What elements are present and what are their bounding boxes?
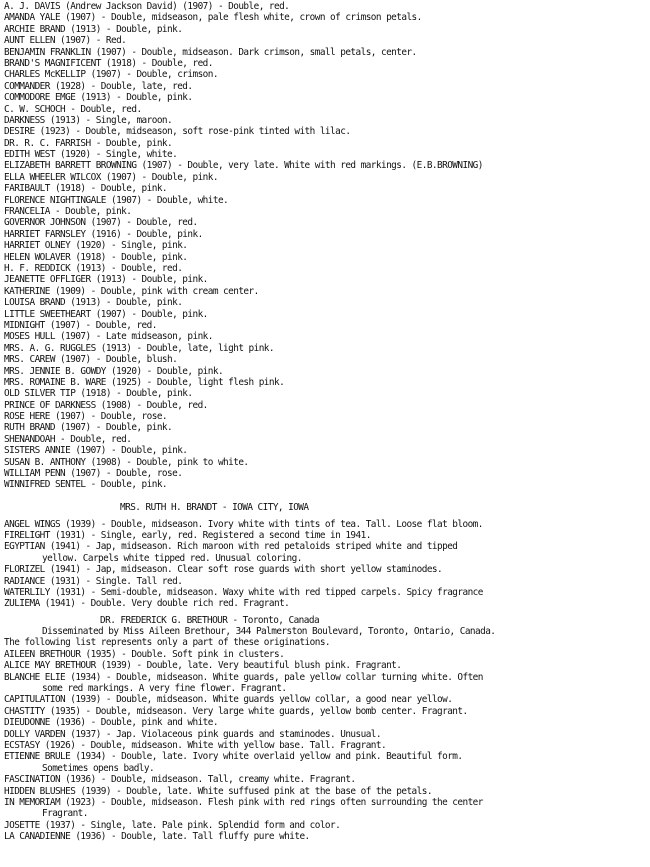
section-heading-brandt: MRS. RUTH H. BRANDT - IOWA CITY, IOWA — [120, 502, 309, 514]
list-item: AUNT ELLEN (1907) - Red. — [4, 35, 127, 47]
section-intro-brethour: The following list represents only a part of these originations. — [4, 637, 331, 649]
list-item: ZULIEMA (1941) - Double. Very double rich red. Fragrant. — [4, 598, 290, 610]
list-item: FLORIZEL (1941) - Jap, midseason. Clear soft rose guards with short yellow staminodes. — [4, 564, 443, 576]
list-item: DESIRE (1923) - Double, midseason, soft rose-pink tinted with lilac. — [4, 126, 351, 138]
list-item-continuation: some red markings. A very fine flower. Fragrant. — [42, 683, 287, 695]
list-item: RUTH BRAND (1907) - Double, pink. — [4, 422, 173, 434]
list-item: WINNIFRED SENTEL - Double, pink. — [4, 479, 168, 491]
list-item: WILLIAM PENN (1907) - Double, rose. — [4, 468, 183, 480]
list-item: LA CANADIENNE (1936) - Double, late. Tall fluffy pure white. — [4, 831, 310, 843]
list-item: HIDDEN BLUSHES (1939) - Double, late. White suffused pink at the base of the petals. — [4, 785, 432, 797]
list-item: ROSE HERE (1907) - Double, rose. — [4, 411, 168, 423]
list-item: BLANCHE ELIE (1934) - Double, midseason. White guards, pale yellow collar turning white. Often — [4, 671, 483, 683]
list-item: DR. R. C. FARRISH - Double, pink. — [4, 137, 173, 149]
list-item: EGYPTIAN (1941) - Jap, midseason. Rich maroon with red petaloids striped white and tipped — [4, 541, 458, 553]
list-item: SUSAN B. ANTHONY (1908) - Double, pink to white. — [4, 456, 249, 468]
list-item: CAPITULATION (1939) - Double, midseason. White guards yellow collar, a good near yellow. — [4, 694, 453, 706]
list-item: AMANDA YALE (1907) - Double, midseason, pale flesh white, crown of crimson petals. — [4, 12, 422, 24]
list-item: DOLLY VARDEN (1937) - Jap. Violaceous pink guards and staminodes. Unusual. — [4, 728, 381, 740]
list-item: HARRIET FARNSLEY (1916) - Double, pink. — [4, 228, 203, 240]
list-item: ECSTASY (1926) - Double, midseason. White with yellow base. Tall. Fragrant. — [4, 740, 387, 751]
list-item: FRANCELIA - Double, pink. — [4, 206, 132, 218]
list-item: EDITH WEST (1920) - Single, white. — [4, 149, 178, 161]
list-item: BRAND'S MAGNIFICENT (1918) - Double, red. — [4, 57, 213, 69]
list-item: ANGEL WINGS (1939) - Double, midseason. Ivory white with tints of tea. Tall. Loose flat bloom. — [4, 518, 483, 530]
list-item: ELIZABETH BARRETT BROWNING (1907) - Double, very late. White with red markings. (E.B.BROWNING) — [4, 160, 483, 172]
list-item: WATERLILY (1931) - Semi-double, midseason. Waxy white with red tipped carpels. Spicy fragrance — [4, 586, 483, 598]
list-item: KATHERINE (1909) - Double, pink with cream center. — [4, 285, 259, 297]
section-subheading-brethour: Disseminated by Miss Aileen Brethour, 344 Palmerston Boulevard, Toronto, Ontario, Canada. — [42, 626, 496, 638]
list-item: MRS. A. G. RUGGLES (1913) - Double, late, light pink. — [4, 342, 274, 354]
list-item: DIEUDONNE (1936) - Double, pink and white. — [4, 717, 218, 729]
list-item: MRS. JENNIE B. GOWDY (1920) - Double, pink. — [4, 365, 224, 377]
list-item: H. F. REDDICK (1913) - Double, red. — [4, 262, 183, 274]
list-item: PRINCE OF DARKNESS (1908) - Double, red. — [4, 399, 208, 411]
list-item: AILEEN BRETHOUR (1935) - Double. Soft pink in clusters. — [4, 648, 285, 660]
list-item: SISTERS ANNIE (1907) - Double, pink. — [4, 445, 188, 457]
list-item: MOSES HULL (1907) - Late midseason, pink. — [4, 331, 213, 343]
list-item: MRS. ROMAINE B. WARE (1925) - Double, light flesh pink. — [4, 376, 285, 388]
list-item: LOUISA BRAND (1913) - Double, pink. — [4, 297, 183, 309]
section-heading-brethour: DR. FREDERICK G. BRETHOUR - Toronto, Canada — [100, 614, 320, 626]
list-item: SHENANDOAH - Double, red. — [4, 433, 132, 445]
list-item: JOSETTE (1937) - Single, late. Pale pink. Splendid form and color. — [4, 819, 341, 831]
list-item: COMMANDER (1928) - Double, late, red. — [4, 80, 193, 92]
list-item-continuation: yellow. Carpels white tipped red. Unusual coloring. — [42, 552, 302, 564]
list-item: OLD SILVER TIP (1918) - Double, pink. — [4, 388, 193, 400]
cultivar-list-section-1 — [4, 1, 650, 491]
list-item: MIDNIGHT (1907) - Double, red. — [4, 319, 157, 331]
list-item: HELEN WOLAVER (1918) - Double, pink. — [4, 251, 188, 263]
list-item: CHASTITY (1935) - Double, midseason. Very large white guards, yellow bomb center. Fragrant. — [4, 705, 468, 717]
list-item: FIRELIGHT (1931) - Single, early, red. Registered a second time in 1941. — [4, 529, 371, 541]
list-item: FASCINATION (1936) - Double, midseason. Tall, creamy white. Fragrant. — [4, 774, 356, 786]
list-item: ETIENNE BRULE (1934) - Double, late. Ivory white overlaid yellow and pink. Beautiful form. — [4, 751, 463, 763]
list-item: A. J. DAVIS (Andrew Jackson David) (1907) - Double, red. — [4, 1, 290, 12]
list-item: BENJAMIN FRANKLIN (1907) - Double, midseason. Dark crimson, small petals, center. — [4, 46, 417, 58]
list-item: C. W. SCHOCH - Double, red. — [4, 103, 142, 115]
list-item: FLORENCE NIGHTINGALE (1907) - Double, white. — [4, 194, 229, 206]
list-item: GOVERNOR JOHNSON (1907) - Double, red. — [4, 217, 198, 229]
list-item: FARIBAULT (1918) - Double, pink. — [4, 183, 168, 195]
list-item-continuation: Fragrant. — [42, 808, 88, 820]
list-item: JEANETTE OFFLIGER (1913) - Double, pink. — [4, 274, 208, 286]
list-item: ELLA WHEELER WILCOX (1907) - Double, pink. — [4, 171, 218, 183]
list-item: LITTLE SWEETHEART (1907) - Double, pink. — [4, 308, 208, 320]
cultivar-list-section-2 — [4, 519, 650, 610]
list-item-continuation: Sometimes opens badly. — [42, 762, 155, 774]
list-item: RADIANCE (1931) - Single. Tall red. — [4, 575, 183, 587]
list-item: CHARLES McKELLIP (1907) - Double, crimson. — [4, 69, 218, 81]
list-item: COMMODORE EMGE (1913) - Double, pink. — [4, 92, 193, 104]
spacer — [4, 491, 650, 502]
cultivar-list-section-3 — [4, 649, 650, 843]
list-item: IN MEMORIAM (1923) - Double, midseason. Flesh pink with red rings often surrounding the center — [4, 796, 483, 808]
list-item: DARKNESS (1913) - Single, maroon. — [4, 114, 173, 126]
list-item: HARRIET OLNEY (1920) - Single, pink. — [4, 240, 188, 252]
list-item: ALICE MAY BRETHOUR (1939) - Double, late. Very beautiful blush pink. Fragrant. — [4, 660, 402, 672]
list-item: ARCHIE BRAND (1913) - Double, pink. — [4, 23, 183, 35]
list-item: MRS. CAREW (1907) - Double, blush. — [4, 354, 178, 366]
